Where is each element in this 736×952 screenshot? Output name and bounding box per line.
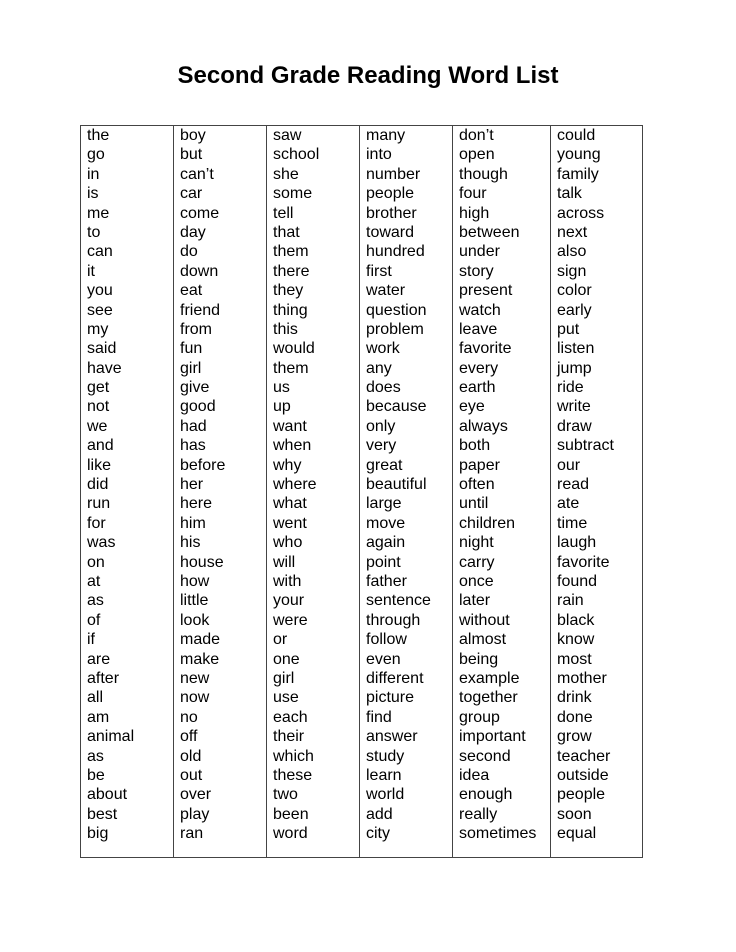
word-item: use [273, 689, 299, 707]
word-item: once [459, 572, 494, 590]
word-item: day [180, 223, 206, 241]
word-item: play [180, 805, 210, 823]
word-item: ate [557, 495, 580, 513]
word-item: problem [366, 320, 424, 338]
word-item: and [87, 437, 114, 455]
word-item: that [273, 223, 300, 241]
word-item: toward [366, 223, 415, 241]
word-item: has [180, 437, 206, 455]
word-item: world [366, 786, 405, 804]
word-item: where [273, 476, 317, 494]
word-item: their [273, 728, 305, 746]
word-item: drink [557, 689, 592, 707]
word-item: young [557, 146, 601, 164]
word-item: there [273, 262, 310, 280]
word-item: children [459, 514, 516, 532]
word-item: go [87, 146, 105, 164]
word-item: animal [87, 728, 135, 746]
word-item: subtract [557, 437, 614, 455]
word-item: can’t [180, 165, 214, 183]
word-item: talk [557, 185, 582, 203]
word-item: picture [366, 689, 415, 707]
word-item: any [366, 359, 392, 377]
word-column-3 [267, 126, 360, 857]
word-item: at [87, 572, 101, 590]
word-item: together [459, 689, 518, 707]
word-item: read [557, 476, 590, 494]
word-column-5 [453, 126, 551, 857]
word-item: was [87, 534, 116, 552]
word-item: him [180, 514, 206, 532]
word-item: the [87, 127, 110, 144]
word-column-6 [551, 126, 642, 857]
word-item: most [557, 650, 592, 668]
word-item: into [366, 146, 392, 164]
word-item: laugh [557, 534, 597, 552]
word-item: enough [459, 786, 513, 804]
word-item: on [87, 553, 105, 571]
word-item: father [366, 572, 407, 590]
word-item: over [180, 786, 212, 804]
word-item: many [366, 127, 406, 144]
word-item: leave [459, 320, 498, 338]
word-item: are [87, 650, 111, 668]
word-item: teacher [557, 747, 611, 765]
word-item: for [87, 514, 106, 532]
word-item: favorite [557, 553, 610, 571]
word-item: were [273, 611, 308, 629]
word-item: eat [180, 282, 203, 300]
word-item: word [273, 825, 308, 843]
word-item: important [459, 728, 526, 746]
word-list-table [80, 125, 643, 858]
word-item: present [459, 282, 513, 300]
word-item: don’t [459, 127, 494, 144]
word-item: best [87, 805, 118, 823]
word-item: under [459, 243, 500, 261]
word-item: through [366, 611, 421, 629]
word-item: why [273, 456, 302, 474]
word-item: with [273, 572, 302, 590]
word-item: sometimes [459, 825, 537, 843]
word-item: good [180, 398, 216, 416]
word-item: have [87, 359, 122, 377]
word-item: can [87, 243, 113, 261]
word-item: only [366, 417, 396, 435]
word-item: do [180, 243, 198, 261]
word-item: put [557, 320, 580, 338]
word-item: her [180, 476, 204, 494]
word-item: see [87, 301, 113, 319]
word-item: sentence [366, 592, 431, 610]
word-item: in [87, 165, 100, 183]
word-item: night [459, 534, 494, 552]
word-item: people [557, 786, 606, 804]
word-item: every [459, 359, 499, 377]
word-item: eye [459, 398, 485, 416]
word-item: no [180, 708, 198, 726]
word-item: story [459, 262, 494, 280]
word-item: fun [180, 340, 203, 358]
word-item: city [366, 825, 390, 843]
word-item: we [87, 417, 108, 435]
word-item: know [557, 631, 595, 649]
word-item: until [459, 495, 489, 513]
word-item: boy [180, 127, 206, 144]
word-item: favorite [459, 340, 512, 358]
word-item: about [87, 786, 128, 804]
word-item: made [180, 631, 221, 649]
word-item: often [459, 476, 495, 494]
word-item: as [87, 592, 104, 610]
word-item: here [180, 495, 213, 513]
word-item: brother [366, 204, 417, 222]
word-item: rain [557, 592, 584, 610]
word-item: sign [557, 262, 587, 280]
word-item: ran [180, 825, 204, 843]
word-item: make [180, 650, 220, 668]
word-item: it [87, 262, 95, 280]
word-item: not [87, 398, 110, 416]
word-item: to [87, 223, 101, 241]
word-item: give [180, 379, 210, 397]
word-item: find [366, 708, 392, 726]
word-item: them [273, 243, 309, 261]
word-item: but [180, 146, 203, 164]
word-item: number [366, 165, 421, 183]
word-item: almost [459, 631, 507, 649]
word-item: also [557, 243, 587, 261]
word-item: they [273, 282, 304, 300]
word-item: family [557, 165, 599, 183]
word-item: his [180, 534, 201, 552]
word-item: before [180, 456, 226, 474]
word-item: even [366, 650, 401, 668]
word-item: be [87, 766, 105, 784]
word-item: between [459, 223, 520, 241]
word-item: want [273, 417, 307, 435]
word-item: my [87, 320, 109, 338]
word-item: equal [557, 825, 597, 843]
word-item: run [87, 495, 111, 513]
word-item: question [366, 301, 427, 319]
word-item: girl [273, 669, 295, 687]
word-item: learn [366, 766, 402, 784]
word-item: two [273, 786, 298, 804]
word-item: girl [180, 359, 202, 377]
word-item: as [87, 747, 104, 765]
word-item: them [273, 359, 309, 377]
word-item: time [557, 514, 588, 532]
word-item: how [180, 572, 210, 590]
word-item: who [273, 534, 303, 552]
word-item: beautiful [366, 476, 427, 494]
word-item: went [273, 514, 307, 532]
word-item: which [273, 747, 314, 765]
word-item: little [180, 592, 209, 610]
word-item: these [273, 766, 313, 784]
word-item: down [180, 262, 219, 280]
word-item: watch [459, 301, 501, 319]
word-item: found [557, 572, 598, 590]
word-item: me [87, 204, 110, 222]
word-item: come [180, 204, 220, 222]
word-column-2 [174, 126, 267, 857]
word-item: draw [557, 417, 592, 435]
word-item: soon [557, 805, 592, 823]
word-item: now [180, 689, 210, 707]
word-item: later [459, 592, 491, 610]
word-item: paper [459, 456, 500, 474]
word-item: friend [180, 301, 221, 319]
word-item: car [180, 185, 203, 203]
word-item: second [459, 747, 511, 765]
word-item: grow [557, 728, 592, 746]
word-item: does [366, 379, 401, 397]
word-item: follow [366, 631, 407, 649]
word-item: said [87, 340, 117, 358]
word-item: get [87, 379, 110, 397]
word-item: listen [557, 340, 595, 358]
word-item: all [87, 689, 104, 707]
word-item: carry [459, 553, 495, 571]
word-item: earth [459, 379, 496, 397]
word-item: old [180, 747, 202, 765]
word-item: study [366, 747, 405, 765]
word-item: us [273, 379, 290, 397]
word-item: done [557, 708, 593, 726]
word-item: house [180, 553, 224, 571]
word-item: after [87, 669, 120, 687]
word-item: write [557, 398, 591, 416]
word-item: you [87, 282, 113, 300]
word-item: am [87, 708, 110, 726]
word-column-4 [360, 126, 453, 857]
word-item: high [459, 204, 490, 222]
word-item: some [273, 185, 313, 203]
word-item: different [366, 669, 424, 687]
word-item: our [557, 456, 581, 474]
word-item: black [557, 611, 595, 629]
word-item: will [273, 553, 296, 571]
word-item: of [87, 611, 101, 629]
word-item: what [273, 495, 307, 513]
word-item: four [459, 185, 487, 203]
word-item: answer [366, 728, 418, 746]
word-item: she [273, 165, 299, 183]
word-item: from [180, 320, 212, 338]
word-item: without [459, 611, 510, 629]
word-item: when [273, 437, 312, 455]
word-item: each [273, 708, 308, 726]
word-item: idea [459, 766, 490, 784]
word-item: up [273, 398, 291, 416]
word-item: or [273, 631, 288, 649]
word-item: one [273, 650, 300, 668]
word-item: new [180, 669, 210, 687]
word-item: color [557, 282, 592, 300]
word-item: hundred [366, 243, 425, 261]
word-item: example [459, 669, 520, 687]
word-item: group [459, 708, 500, 726]
word-item: saw [273, 127, 302, 144]
word-item: add [366, 805, 393, 823]
word-item: if [87, 631, 95, 649]
word-item: outside [557, 766, 609, 784]
word-item: early [557, 301, 592, 319]
word-item: open [459, 146, 495, 164]
word-item: like [87, 456, 112, 474]
word-item: large [366, 495, 402, 513]
word-item: next [557, 223, 588, 241]
word-item: water [366, 282, 406, 300]
page-title: Second Grade Reading Word List [177, 62, 559, 89]
word-item: tell [273, 204, 294, 222]
word-item: always [459, 417, 508, 435]
word-item: both [459, 437, 491, 455]
word-item: mother [557, 669, 607, 687]
word-item: off [180, 728, 198, 746]
word-item: being [459, 650, 499, 668]
word-item: thing [273, 301, 308, 319]
word-item: work [366, 340, 400, 358]
word-item: out [180, 766, 203, 784]
word-item: jump [557, 359, 592, 377]
word-item: point [366, 553, 401, 571]
word-item: ride [557, 379, 584, 397]
word-item: been [273, 805, 309, 823]
word-item: great [366, 456, 403, 474]
word-item: had [180, 417, 207, 435]
word-item: first [366, 262, 392, 280]
word-item: could [557, 127, 596, 144]
word-item: look [180, 611, 210, 629]
word-item: big [87, 825, 109, 843]
word-item: did [87, 476, 109, 494]
word-item: this [273, 320, 298, 338]
word-item: your [273, 592, 305, 610]
word-item: school [273, 146, 320, 164]
word-item: though [459, 165, 508, 183]
word-item: would [273, 340, 315, 358]
word-column-1 [81, 126, 174, 857]
word-item: very [366, 437, 397, 455]
word-item: people [366, 185, 415, 203]
word-item: really [459, 805, 498, 823]
word-item: across [557, 204, 605, 222]
word-item: again [366, 534, 406, 552]
word-item: because [366, 398, 427, 416]
word-item: move [366, 514, 406, 532]
word-item: is [87, 185, 99, 203]
